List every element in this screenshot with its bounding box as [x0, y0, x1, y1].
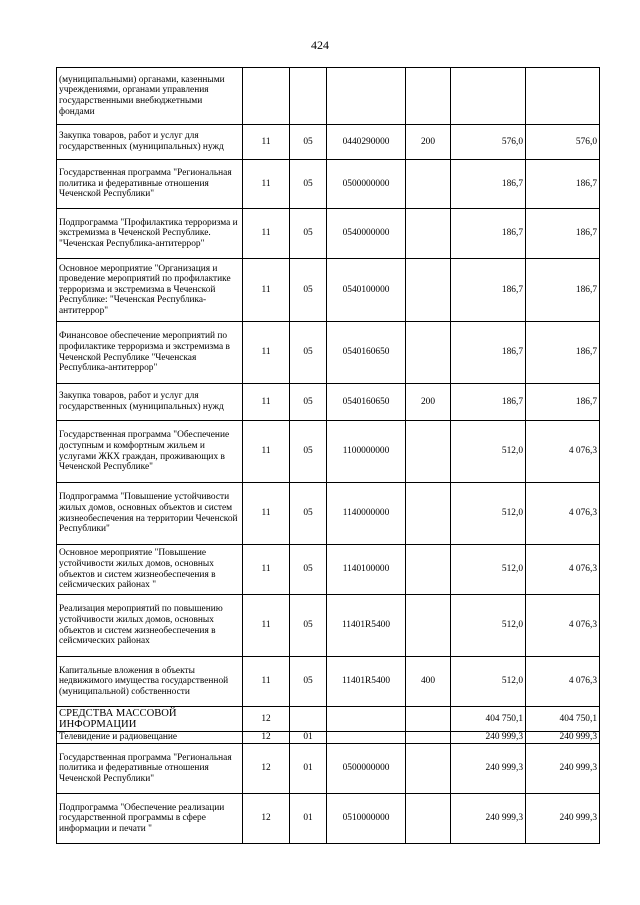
cell-amount-1: 186,7	[451, 322, 526, 384]
cell-target-article-code: 11401R5400	[327, 657, 406, 707]
cell-section-code: 11	[243, 421, 290, 483]
cell-target-article-code: 0540000000	[327, 209, 406, 259]
cell-expense-type-code: 200	[406, 384, 451, 421]
cell-subsection-code: 01	[290, 732, 327, 744]
cell-expense-type-code	[406, 744, 451, 794]
cell-subsection-code: 05	[290, 657, 327, 707]
cell-section-code: 11	[243, 160, 290, 209]
cell-section-code: 12	[243, 744, 290, 794]
cell-expense-type-code	[406, 794, 451, 844]
cell-row-name: Закупка товаров, работ и услуг для государственных (муниципальных) нужд	[57, 384, 243, 421]
cell-row-name: Капитальные вложения в объекты недвижимого имущества государственной (муниципальной) собственности	[57, 657, 243, 707]
cell-amount-1: 186,7	[451, 384, 526, 421]
table-row	[57, 384, 600, 421]
cell-amount-2: 404 750,1	[526, 707, 600, 732]
cell-amount-2: 240 999,3	[526, 744, 600, 794]
table-row	[57, 545, 600, 595]
cell-expense-type-code	[406, 259, 451, 322]
cell-subsection-code	[290, 68, 327, 125]
cell-amount-2: 240 999,3	[526, 732, 600, 744]
cell-section-code: 12	[243, 732, 290, 744]
cell-row-name: Государственная программа "Обеспечение доступным и комфортным жильем и услугами ЖКХ граждан, проживающих в Чеченской Республике"	[57, 421, 243, 483]
cell-target-article-code: 0500000000	[327, 744, 406, 794]
table-row	[57, 259, 600, 322]
cell-amount-1: 240 999,3	[451, 794, 526, 844]
cell-row-name: Основное мероприятие "Организация и проведение мероприятий по профилактике терроризма и экстремизма в Чеченской Республике: "Чеченская Республика-антитеррор"	[57, 259, 243, 322]
cell-expense-type-code	[406, 322, 451, 384]
table-row	[57, 125, 600, 160]
cell-row-name: Подпрограмма "Повышение устойчивости жилых домов, основных объектов и систем жизнеобеспечения на территории Чеченской Республики"	[57, 483, 243, 545]
cell-subsection-code: 05	[290, 421, 327, 483]
cell-amount-2: 240 999,3	[526, 794, 600, 844]
cell-section-code	[243, 68, 290, 125]
budget-table-body	[57, 68, 600, 844]
cell-target-article-code: 11401R5400	[327, 595, 406, 657]
cell-expense-type-code	[406, 595, 451, 657]
cell-target-article-code: 0540100000	[327, 259, 406, 322]
cell-amount-1: 186,7	[451, 259, 526, 322]
cell-amount-1: 186,7	[451, 209, 526, 259]
cell-row-name: Подпрограмма "Профилактика терроризма и экстремизма в Чеченской Республике. "Чеченская Республика-антитеррор"	[57, 209, 243, 259]
cell-expense-type-code	[406, 209, 451, 259]
cell-amount-2: 576,0	[526, 125, 600, 160]
cell-amount-2: 186,7	[526, 259, 600, 322]
cell-amount-1: 240 999,3	[451, 732, 526, 744]
cell-amount-2: 4 076,3	[526, 595, 600, 657]
budget-table	[56, 67, 600, 844]
cell-subsection-code: 05	[290, 595, 327, 657]
cell-expense-type-code	[406, 160, 451, 209]
cell-amount-2: 4 076,3	[526, 483, 600, 545]
cell-target-article-code: 1140000000	[327, 483, 406, 545]
table-row	[57, 595, 600, 657]
cell-amount-1	[451, 68, 526, 125]
table-row	[57, 744, 600, 794]
table-row	[57, 421, 600, 483]
cell-target-article-code	[327, 68, 406, 125]
cell-amount-1: 512,0	[451, 483, 526, 545]
cell-amount-2: 186,7	[526, 160, 600, 209]
cell-expense-type-code	[406, 545, 451, 595]
cell-target-article-code: 1100000000	[327, 421, 406, 483]
cell-amount-2: 186,7	[526, 209, 600, 259]
cell-amount-1: 512,0	[451, 595, 526, 657]
cell-section-code: 11	[243, 209, 290, 259]
cell-expense-type-code	[406, 68, 451, 125]
cell-subsection-code	[290, 707, 327, 732]
cell-section-code: 11	[243, 125, 290, 160]
table-row	[57, 160, 600, 209]
cell-amount-1: 240 999,3	[451, 744, 526, 794]
cell-amount-2: 4 076,3	[526, 657, 600, 707]
cell-target-article-code: 0500000000	[327, 160, 406, 209]
cell-target-article-code: 1140100000	[327, 545, 406, 595]
cell-subsection-code: 05	[290, 545, 327, 595]
cell-section-code: 12	[243, 794, 290, 844]
cell-row-name: Финансовое обеспечение мероприятий по профилактике терроризма и экстремизма в Чеченской Республике "Чеченская Республика-антитеррор"	[57, 322, 243, 384]
cell-row-name: Реализация мероприятий по повышению устойчивости жилых домов, основных объектов и систем жизнеобеспечения в сейсмических районах	[57, 595, 243, 657]
cell-row-name: СРЕДСТВА МАССОВОЙ ИНФОРМАЦИИ	[57, 707, 243, 732]
cell-subsection-code: 05	[290, 209, 327, 259]
cell-amount-2: 4 076,3	[526, 545, 600, 595]
cell-subsection-code: 05	[290, 125, 327, 160]
cell-expense-type-code	[406, 421, 451, 483]
cell-row-name: Подпрограмма "Обеспечение реализации государственной программы в сфере информации и печати "	[57, 794, 243, 844]
cell-amount-1: 186,7	[451, 160, 526, 209]
cell-amount-2: 186,7	[526, 384, 600, 421]
cell-amount-1: 404 750,1	[451, 707, 526, 732]
cell-subsection-code: 01	[290, 744, 327, 794]
cell-expense-type-code: 400	[406, 657, 451, 707]
table-row	[57, 794, 600, 844]
cell-amount-1: 512,0	[451, 545, 526, 595]
cell-section-code: 11	[243, 259, 290, 322]
cell-section-code: 11	[243, 384, 290, 421]
cell-section-code: 11	[243, 545, 290, 595]
cell-subsection-code: 05	[290, 384, 327, 421]
page-number: 424	[311, 38, 329, 52]
table-row	[57, 483, 600, 545]
cell-target-article-code: 0540160650	[327, 322, 406, 384]
cell-target-article-code: 0510000000	[327, 794, 406, 844]
cell-row-name: Государственная программа "Региональная политика и федеративные отношения Чеченской Республики"	[57, 744, 243, 794]
cell-amount-1: 512,0	[451, 421, 526, 483]
cell-section-code: 11	[243, 483, 290, 545]
cell-amount-2	[526, 68, 600, 125]
cell-row-name: (муниципальными) органами, казенными учреждениями, органами управления государственными внебюджетными фондами	[57, 68, 243, 125]
cell-expense-type-code: 200	[406, 125, 451, 160]
cell-row-name: Государственная программа "Региональная политика и федеративные отношения Чеченской Республики"	[57, 160, 243, 209]
cell-amount-1: 576,0	[451, 125, 526, 160]
table-row	[57, 657, 600, 707]
cell-target-article-code	[327, 707, 406, 732]
cell-target-article-code: 0540160650	[327, 384, 406, 421]
cell-subsection-code: 05	[290, 259, 327, 322]
table-row	[57, 322, 600, 384]
cell-expense-type-code	[406, 732, 451, 744]
cell-expense-type-code	[406, 483, 451, 545]
cell-section-code: 11	[243, 322, 290, 384]
cell-expense-type-code	[406, 707, 451, 732]
cell-section-code: 11	[243, 657, 290, 707]
cell-row-name: Телевидение и радиовещание	[57, 732, 243, 744]
cell-section-code: 12	[243, 707, 290, 732]
cell-section-code: 11	[243, 595, 290, 657]
cell-amount-2: 186,7	[526, 322, 600, 384]
cell-subsection-code: 01	[290, 794, 327, 844]
cell-amount-1: 512,0	[451, 657, 526, 707]
cell-subsection-code: 05	[290, 322, 327, 384]
cell-amount-2: 4 076,3	[526, 421, 600, 483]
cell-target-article-code	[327, 732, 406, 744]
table-row	[57, 707, 600, 732]
table-row	[57, 68, 600, 125]
table-row	[57, 732, 600, 744]
cell-subsection-code: 05	[290, 160, 327, 209]
cell-row-name: Закупка товаров, работ и услуг для государственных (муниципальных) нужд	[57, 125, 243, 160]
cell-row-name: Основное мероприятие "Повышение устойчивости жилых домов, основных объектов и систем жизнеобеспечения в сейсмических районах "	[57, 545, 243, 595]
cell-target-article-code: 0440290000	[327, 125, 406, 160]
table-row	[57, 209, 600, 259]
cell-subsection-code: 05	[290, 483, 327, 545]
